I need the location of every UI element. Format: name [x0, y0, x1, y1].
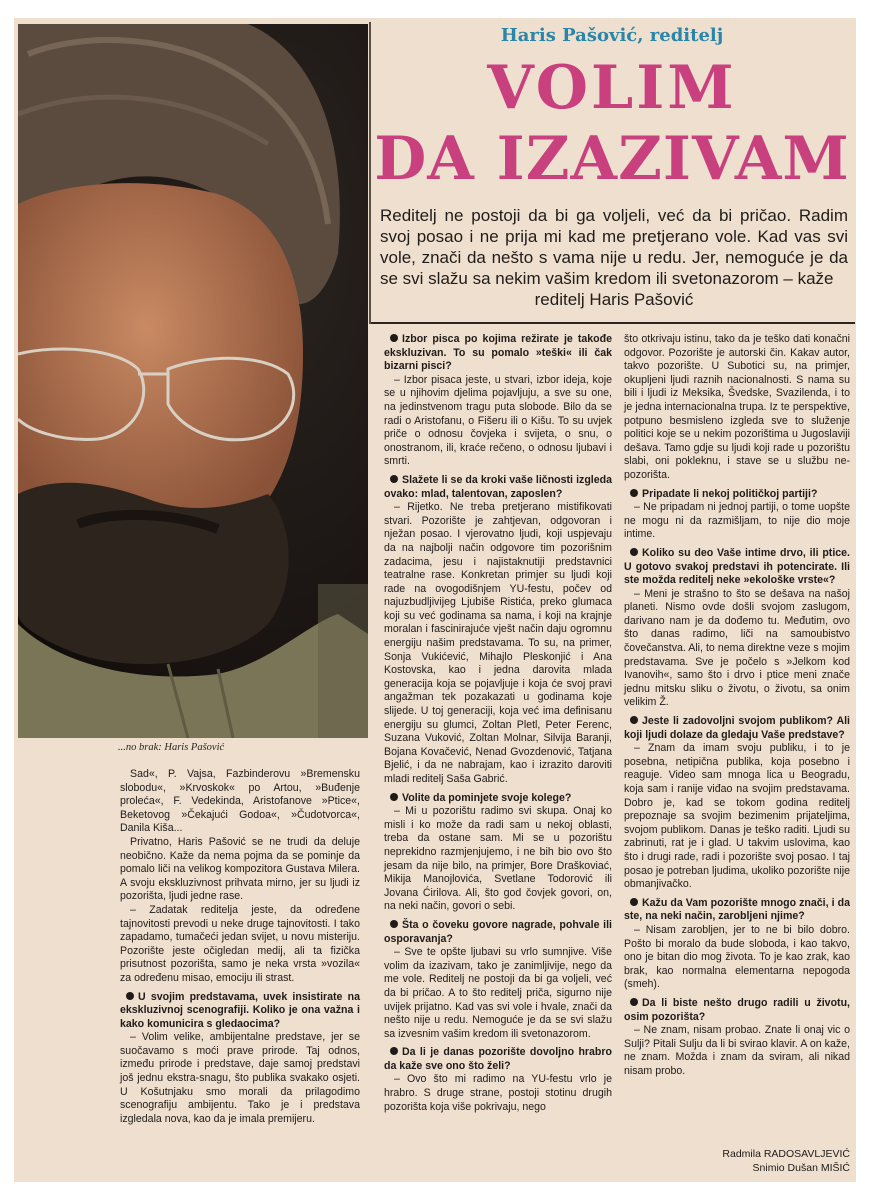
paragraph — [624, 588, 850, 710]
paragraph — [384, 1073, 612, 1114]
paragraph-text: Volite da pominjete svoje kolege? — [402, 791, 572, 804]
paragraph-text: – Nisam zarobljen, jer to ne bi bilo dobro. Pošto bi moralo da bude sloboda, i kao takvo, ono je bitan dio mog života. To je kao zrak, kao brak, kao normalna elementarna nepogoda (smeh). — [624, 923, 850, 991]
paragraph-text: Slažete li se da kroki vaše ličnosti izgleda ovako: mlad, talentovan, zaposlen? — [384, 473, 612, 500]
headline-line-1: VOLIM — [487, 53, 737, 123]
paragraph-text: – Sve te opšte ljubavi su vrlo sumnjive. Više volim da izazivam, tako je zanimljivije, nego da me vole. Reditelj ne postoji da bi ga voljeli, već da bi pričao. A to što reditelj priča, sigurno nije uvijek prijatno. Kad vas svi vole i hvale, znači da nešto nije u redu. Nemoguće je da se svi slažu sa izvesnim vašim kredom ili svetonazorom. — [384, 946, 612, 1040]
bullet-icon — [390, 475, 398, 483]
paragraph-text: – Volim velike, ambijentalne predstave, jer se suočavamo s moći prave prirode. Taj odnos, između prirode i predstave, daje samoj predstavi još jednu ekstra-snagu, što publika svakako osjeti. U Košutnjaku smo morali da prilagodimo scenografiju ambijentu. Tako je i predstava izgledala nova, kao da je imala premijeru. — [120, 1031, 360, 1125]
paragraph-text: Privatno, Haris Pašović se ne trudi da deluje neobično. Kaže da nema pojma da se pominje da pomalo liči na velikog kompozitora Gustava Milera. A svoju ekskluzivnost prihvata mirno, jer su ljudi iz pozorišta, ljudi jedne rase. — [120, 835, 360, 903]
paragraph — [120, 836, 360, 904]
paragraph-text: U svojim predstavama, uvek insistirate na ekskluzivnoj scenografiji. Koliko je ona važna i kako komunicira s gledaocima? — [120, 990, 360, 1030]
paragraph-text: – Izbor pisaca jeste, u stvari, izbor ideja, koje se u njihovim djelima pojavljuju, a sve su one, na jedinstvenom tragu puta slobode. Bilo da se radi o Aristofanu, o Fišeru ili o Kišu. To su uvjek priče o odnosu čovjeka i svijeta, o snu, o onostranom, ili, kraće rečeno, o odnosu ljubavi i smrti. — [384, 373, 612, 468]
paragraph-text: – Znam da imam svoju publiku, i to je posebna, netipična publika, koja posebno i reaguje. Video sam mnoga lica u Beogradu, koja sam i ranije viđao na svojim predstavama. Dobro je, kad se tokom godina reditelj prepoznaje sa svojim bezimenim prijateljima, svojom publikom. Danas je teško raditi. Ljudi su zabrinuti, rat je i glad. U takvim uslovima, kao što i drugi rade, radi i pozorište svoj posao. I taj posao je potreban ljudima, ukoliko pozorište nije obmanjivačko. — [624, 742, 850, 891]
left-column — [120, 768, 360, 1126]
kicker: Haris Pašović, reditelj — [500, 25, 724, 46]
paragraph — [624, 501, 850, 542]
question — [120, 991, 360, 1032]
bullet-icon — [390, 334, 398, 342]
paragraph — [120, 1031, 360, 1126]
lead-last-line: reditelj Haris Pašović — [534, 290, 694, 309]
bullet-icon — [126, 992, 134, 1000]
question — [384, 333, 612, 374]
paragraph-text: što otkrivaju istinu, tako da je teško dati konačni odgovor. Pozorište je autorski čin. Kakav autor, takvo pozorište. U Subotici su, na primjer, okupljeni ljudi raznih nacionalnosti. S nama su bili i ljudi iz Meksika, Švedske, Svazilenda, i to je jedna internacionalna trupa. Iz te perspektive, potpuno besmisleno izgleda sve to služenje politici koje se u nekim pozorištima u Jugoslaviji dešava. Tamo gdje su ljudi koji rade u pozorištu slabi, oni pokleknu, i stave se u službu ne-pozorišta. — [624, 333, 850, 481]
paragraph — [624, 1024, 850, 1078]
beard — [18, 483, 289, 664]
paragraph-text: Koliko su deo Vaše intime drvo, ili ptice. U gotovo svakoj predstavi ih potencirate. Ili ste možda reditelj neke »ekološke vrste«? — [624, 546, 850, 587]
byline-author: Radmila RADOSAVLJEVIĆ — [722, 1148, 850, 1160]
question — [384, 474, 612, 501]
paragraph — [120, 768, 360, 836]
portrait-illustration — [18, 24, 368, 738]
paragraph-text: Da li je danas pozorište dovoljno hrabro da kaže sve ono što želi? — [384, 1046, 612, 1072]
bullet-icon — [630, 548, 638, 556]
bullet-icon — [630, 716, 638, 724]
portrait-photo — [18, 24, 368, 738]
paragraph — [624, 742, 850, 892]
headline — [370, 53, 854, 194]
lead-text: Reditelj ne postoji da bi ga voljeli, već da bi pričao. Radim svoj posao i ne prija mi kad me pretjerano vole. Kad vas svi vole, znači da nešto s vama nije u redu. Jer, nemoguće je da se svi slažu sa nekim vašim kredom ili svetonazorom – kaže — [380, 206, 848, 288]
paragraph — [624, 924, 850, 992]
bullet-icon — [630, 998, 638, 1006]
paragraph-text: – Zadatak reditelja jeste, da određene tajnovitosti prevodi u neke druge tajnovitosti. I tako zapadamo, tumačeći jedan svijet, u novu misteriju. Pozorište jeste očigledan medij, ali ta fizička prisutnost pozorišta, samo je neka vrsta »vozila« za određenu misao, emociju ili strast. — [120, 903, 360, 984]
paragraph-text: – Meni je strašno to što se dešava na našoj planeti. Nismo ovde došli svojom zaslugom, darivano nam je da dođemo tu. Međutim, ovo što danas radimo, liči na samoubistvo čovečanstva. Ali, to nema direktne veze s mojim predstavama. Sve je počelo s »Jelkom kod Ivanovih«, samo što i drvo i ptice meni znače jednu mitsku sliku o životu, o životu, sa onim velikim Ž. — [624, 587, 850, 709]
paragraph-text: Jeste li zadovoljni svojom publikom? Ali koji ljudi dolaze da gledaju Vaše predstave? — [624, 715, 850, 741]
paragraph-text: – Ovo što mi radimo na YU-festu vrlo je hrabro. S druge strane, postoji stotinu drugih pozorišta koja više pokrivaju, nego — [384, 1073, 612, 1113]
bullet-icon — [630, 489, 638, 497]
paragraph — [384, 946, 612, 1041]
paragraph — [624, 333, 850, 483]
paragraph — [120, 904, 360, 986]
question — [624, 488, 850, 502]
paragraph-text: – Ne znam, nisam probao. Znate li onaj vic o Sulji? Pitali Sulju da li bi svirao klavir. A on kaže, ne znam. Možda i znam da sviram, ali nikad nisam probo. — [624, 1024, 850, 1077]
bullet-icon — [630, 898, 638, 906]
bullet-icon — [390, 1047, 398, 1055]
question — [384, 792, 612, 806]
question — [384, 1046, 612, 1073]
right-column — [624, 333, 850, 1078]
paragraph-text: Šta o čoveku govore nagrade, pohvale ili osporavanja? — [384, 918, 612, 945]
paragraph — [384, 501, 612, 786]
question — [624, 547, 850, 588]
lead-paragraph — [380, 205, 848, 310]
question — [384, 919, 612, 946]
paragraph — [384, 805, 612, 914]
paragraph-text: Da li biste nešto drugo radili u životu, osim pozorišta? — [624, 996, 850, 1023]
headline-line-2: DA IZAZIVAM — [374, 124, 850, 194]
byline-photo: Snimio Dušan MIŠIĆ — [752, 1162, 850, 1174]
paragraph-text: – Ne pripadam ni jednoj partiji, o tome uopšte ne mogu ni da razmišljam, to nije dio moje intime. — [624, 501, 850, 541]
paragraph-text: – Mi u pozorištu radimo svi skupa. Onaj ko misli i ko može da radi sam u nekoj oblasti, treba da ostane sam. Mi se u pozorištu neprekidno razmjenjujemo, i ne bih bio ovo što jesam da nije bilo, na primjer, Bore Draškoviać, Mikija Manojlovića, Svetlane Todorović ili Jovana Ćirilova. Ali, što god čovjek govori, on, na neki način, govori o sebi. — [384, 805, 612, 913]
byline — [624, 1147, 850, 1175]
paragraph-text: Izbor pisca po kojima režirate je takođe ekskluzivan. To su pomalo »teški« ili čak bizarni pisci? — [384, 333, 612, 373]
bullet-icon — [390, 793, 398, 801]
paragraph — [384, 374, 612, 469]
paragraph-text: Kažu da Vam pozorište mnogo znači, i da ste, na neki način, zarobljeni njime? — [624, 896, 850, 923]
paragraph-text: Pripadate li nekoj političkoj partiji? — [642, 487, 818, 500]
question — [624, 715, 850, 742]
question — [624, 997, 850, 1024]
paragraph-text: – Rijetko. Ne treba pretjerano mistifikovati stvari. Pozorište je zahtjevan, odgovoran i nježan posao. I vjerovatno ljudi, koji uspjevaju da na najbolji način odgovore tim pozorišnim zadacima, jesu i najistaknutiji predstavnici teatralne rase. Konkretan primjer su ljudi koji rade na ovogodišnjem YU-festu, počev od najuzbudljivijeg Ljubiše Ristića, preko glumaca koji su već godinama sa nama, i koji na krajnje moralan i fascinirajuće vješt način daju ogromnu energiju našim predstavama. To su, na primer, Sonja Vukićević, Mihajlo Pleskonjić i Ana Kostovska, kao i jedna darovita mlada generacija koja se pojavljuje i koja će svoj pravi angažman tek pozakazati u godinama koje slijede. U toj generaciji, koja već ima definisanu energiju su glumci, Zoltan Pletl, Peter Ferenc, Suzana Vuković, Zoltan Molnar, Silvija Baranji, Bojana Kovačević, Nenad Gvozdenović, Tatjana Bjelić, i da ne nabrajam, kao i izrazito daroviti mladi reditelj Saša Gabrić. — [384, 501, 612, 785]
middle-column — [384, 333, 612, 1114]
bullet-icon — [390, 920, 398, 928]
question — [624, 897, 850, 924]
paragraph-text: Sad«, P. Vajsa, Fazbinderovu »Bremensku slobodu«, »Krvoskok« po Artou, »Buđenje proleća«, F. Vedekinda, Aristofanove »Ptice«, Beketovog »Čekajući Godoa«, »Čudotvorca«, Danila Kiša... — [120, 768, 360, 835]
photo-caption: ...no brak: Haris Pašović — [118, 742, 225, 753]
lead-rule — [371, 322, 855, 324]
